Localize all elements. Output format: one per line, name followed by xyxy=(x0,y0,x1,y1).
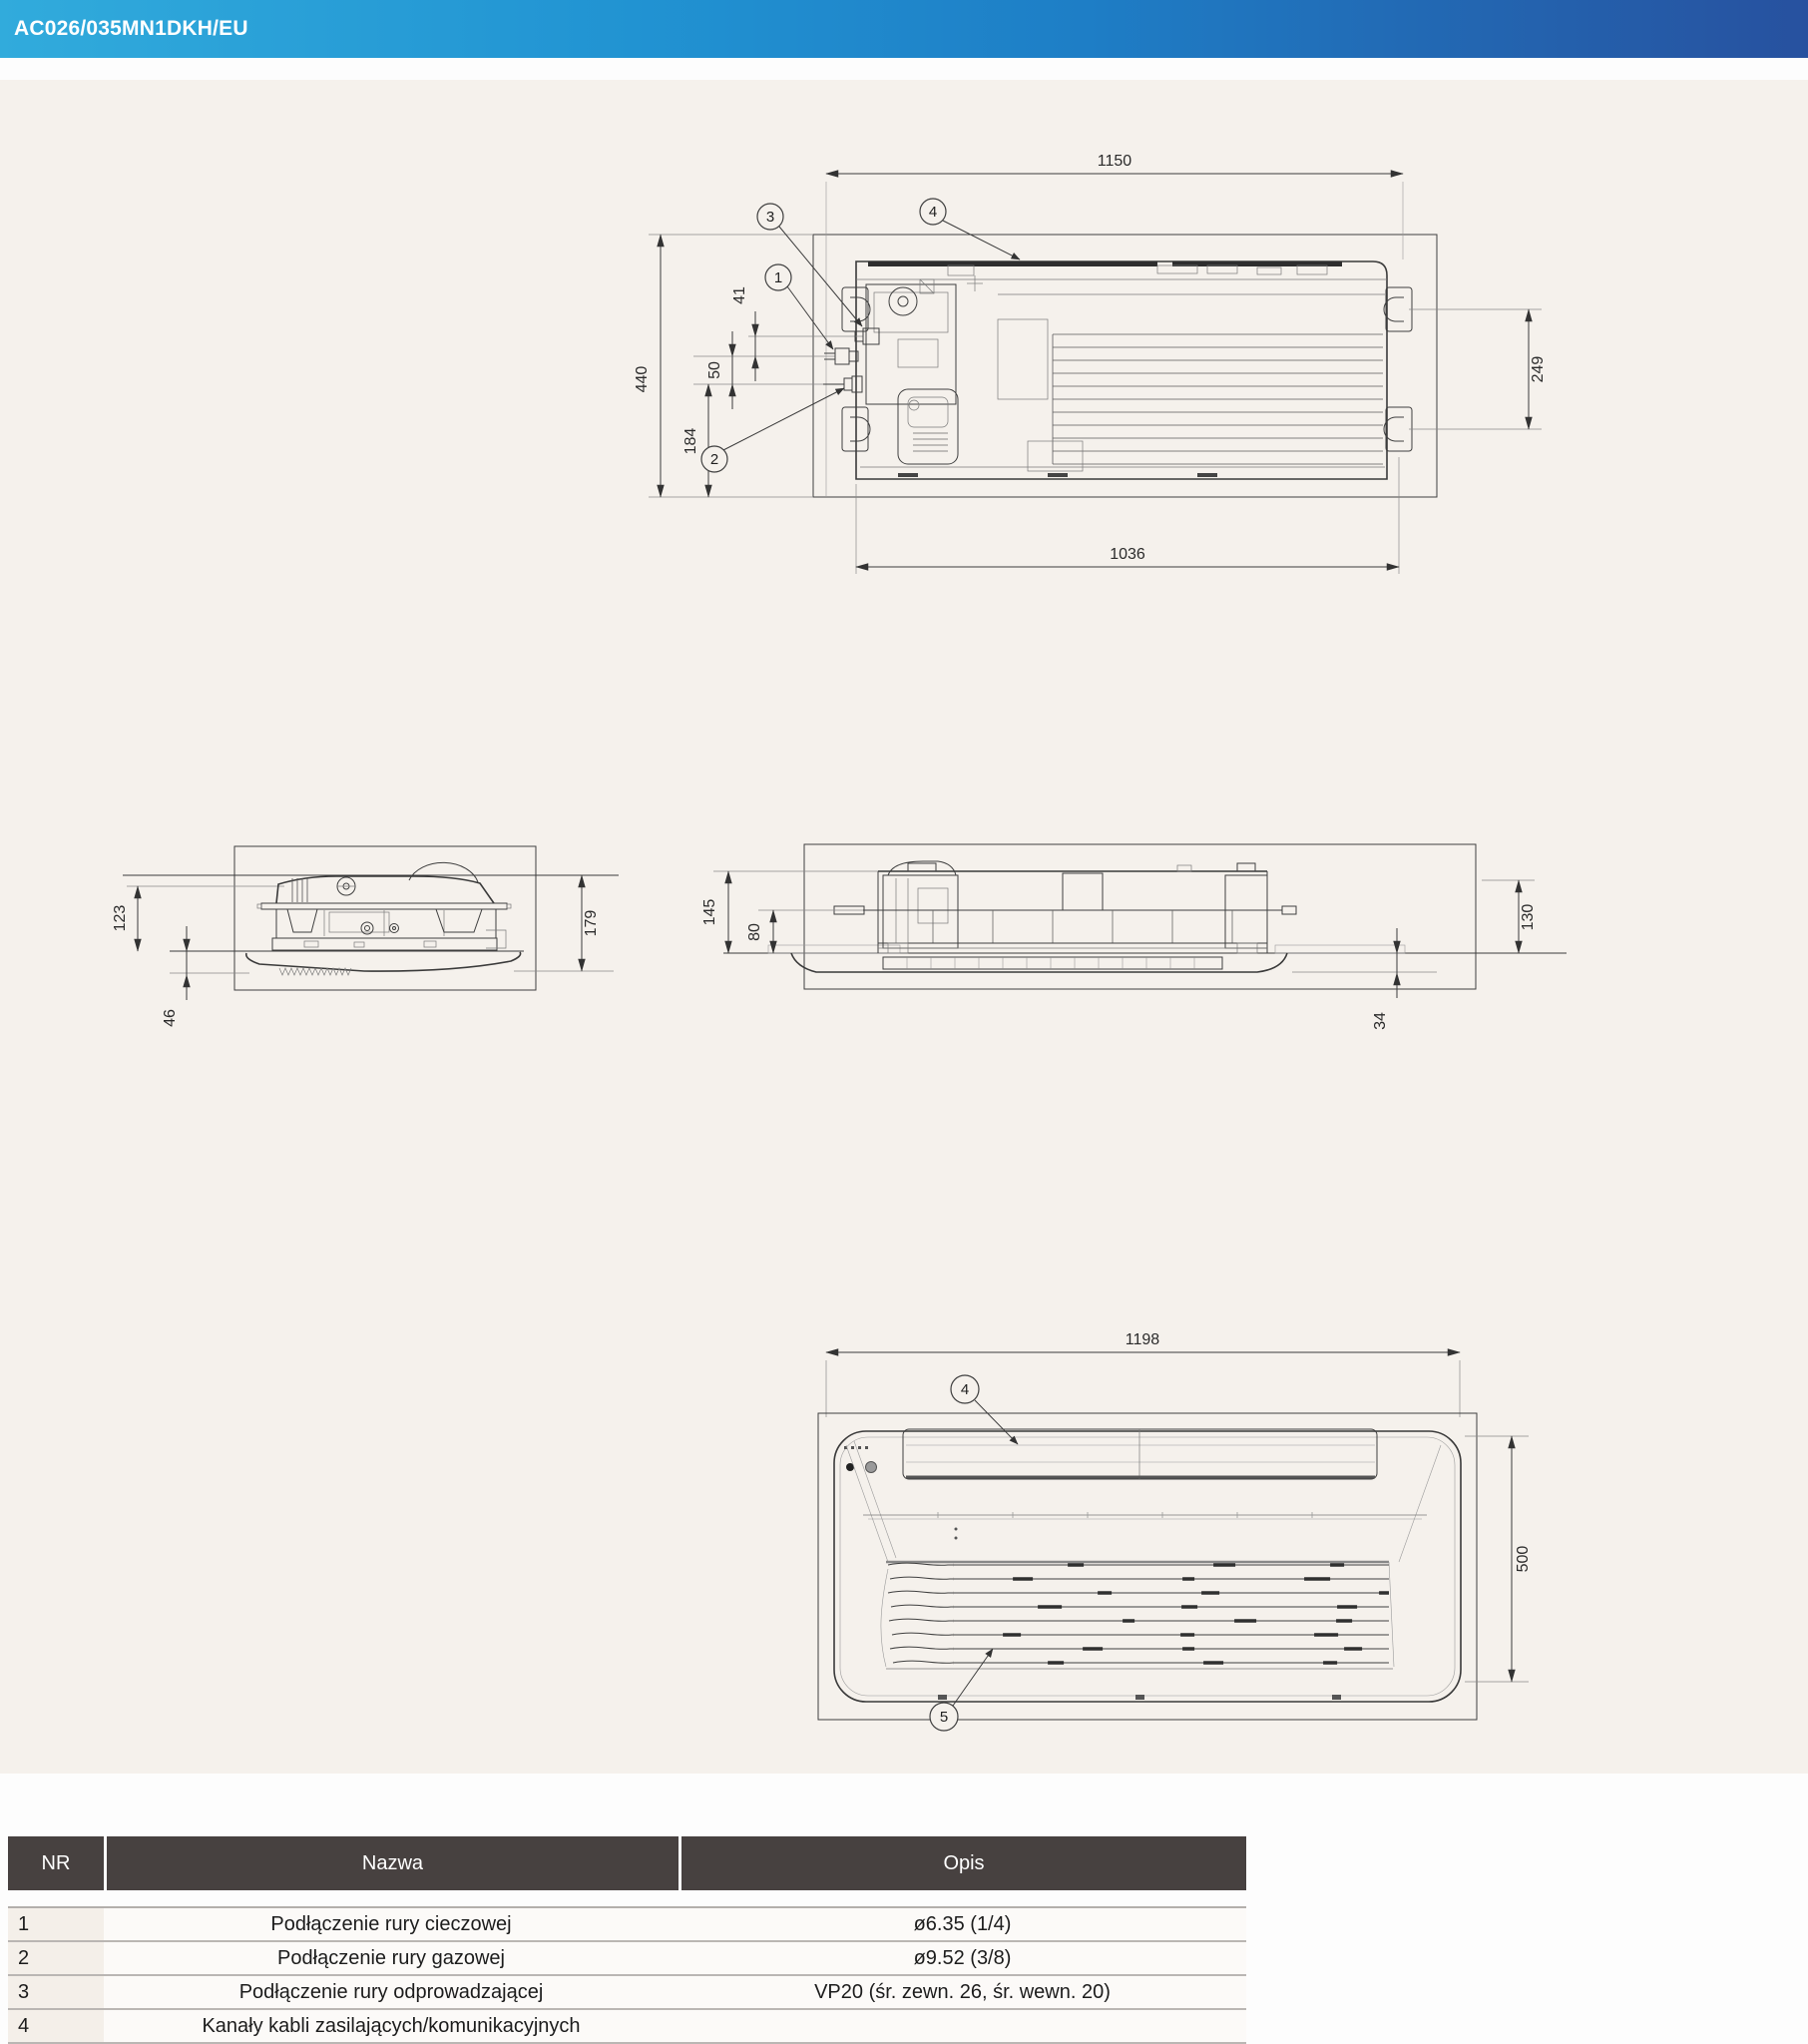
cell-opis: ø6.35 (1/4) xyxy=(913,1912,1012,1935)
table-row xyxy=(8,1942,1246,1976)
cell-nr: 3 xyxy=(8,1976,104,2008)
svg-text:41: 41 xyxy=(731,286,748,304)
cell-nr: 2 xyxy=(8,1942,104,1974)
ceiling-opening-outline xyxy=(813,235,1437,497)
callout-5-front xyxy=(930,1649,993,1731)
column-header-nazwa: Nazwa xyxy=(107,1836,681,1890)
svg-text:249: 249 xyxy=(1530,355,1547,383)
svg-text:1: 1 xyxy=(773,269,783,286)
cell-nr: 4 xyxy=(8,2010,104,2042)
svg-text:4: 4 xyxy=(960,1381,970,1398)
parts-table-body xyxy=(8,1906,1246,2044)
receiver-dot xyxy=(866,1462,877,1473)
parts-table-header xyxy=(8,1836,1246,1890)
svg-text:34: 34 xyxy=(1372,1012,1389,1030)
front-panel-profile xyxy=(246,952,521,971)
cell-opis: VP20 (śr. zewn. 26, śr. wewn. 20) xyxy=(814,1980,1111,2003)
svg-text:145: 145 xyxy=(701,898,718,926)
opening-outline xyxy=(818,1413,1477,1720)
svg-text:184: 184 xyxy=(682,427,699,455)
top-view-drawing xyxy=(599,90,1547,619)
svg-text:5: 5 xyxy=(939,1709,949,1726)
svg-text:2: 2 xyxy=(709,451,719,468)
front-view-dimensions-top xyxy=(826,1331,1460,1417)
intake-grille xyxy=(903,1429,1377,1479)
pipe-connections xyxy=(693,328,879,392)
svg-text:1150: 1150 xyxy=(1097,153,1132,170)
side-view-left-drawing xyxy=(75,818,634,1118)
unit-side-profile xyxy=(246,862,521,975)
svg-text:179: 179 xyxy=(583,909,600,937)
side-right-dimensions xyxy=(701,871,1537,1030)
svg-text:440: 440 xyxy=(634,365,651,393)
column-header-opis: Opis xyxy=(943,1851,985,1874)
parts-table xyxy=(8,1834,1246,2044)
svg-text:3: 3 xyxy=(765,209,775,226)
front-view-dimension-right xyxy=(1465,1436,1532,1682)
svg-text:80: 80 xyxy=(746,923,763,941)
cell-nazwa: Podłączenie rury gazowej xyxy=(277,1946,505,1969)
louver-outlet xyxy=(881,1562,1394,1669)
unit-side-profile xyxy=(791,861,1296,972)
opening-outline xyxy=(804,844,1476,989)
ceiling-hatch-left xyxy=(768,945,900,953)
table-row xyxy=(8,1976,1246,2010)
svg-text:1198: 1198 xyxy=(1125,1331,1160,1348)
svg-text:46: 46 xyxy=(162,1009,179,1027)
callout-4 xyxy=(920,199,1020,259)
svg-text:500: 500 xyxy=(1515,1545,1532,1573)
table-row xyxy=(8,1908,1246,1942)
cell-nr: 1 xyxy=(8,1908,104,1940)
decorative-panel xyxy=(834,1429,1461,1702)
model-number: AC026/035MN1DKH/EU xyxy=(14,17,248,40)
side-view-right-drawing xyxy=(639,833,1596,1058)
table-row xyxy=(8,2010,1246,2044)
cell-nazwa: Kanały kabli zasilających/komunikacyjnych xyxy=(202,2014,581,2037)
ceiling-hatch-right xyxy=(1275,945,1405,953)
cell-opis: ø9.52 (3/8) xyxy=(913,1946,1012,1969)
heat-exchanger-lines xyxy=(1053,334,1383,464)
cell-opis xyxy=(678,2010,1246,2042)
svg-text:50: 50 xyxy=(706,361,723,379)
svg-text:4: 4 xyxy=(928,204,938,221)
cell-nazwa: Podłączenie rury cieczowej xyxy=(270,1912,512,1935)
callout-4-front xyxy=(951,1375,1018,1444)
column-header-nr: NR xyxy=(8,1836,107,1890)
cell-nazwa: Podłączenie rury odprowadzającej xyxy=(238,1980,544,2003)
unit-body-top xyxy=(856,261,1387,479)
title-bar xyxy=(0,0,1808,58)
front-view-drawing xyxy=(788,1317,1577,1737)
svg-text:130: 130 xyxy=(1520,903,1537,931)
svg-text:123: 123 xyxy=(112,904,129,932)
hanger-brackets xyxy=(842,287,1412,451)
svg-text:1036: 1036 xyxy=(1110,546,1145,563)
callout-2 xyxy=(701,388,844,472)
